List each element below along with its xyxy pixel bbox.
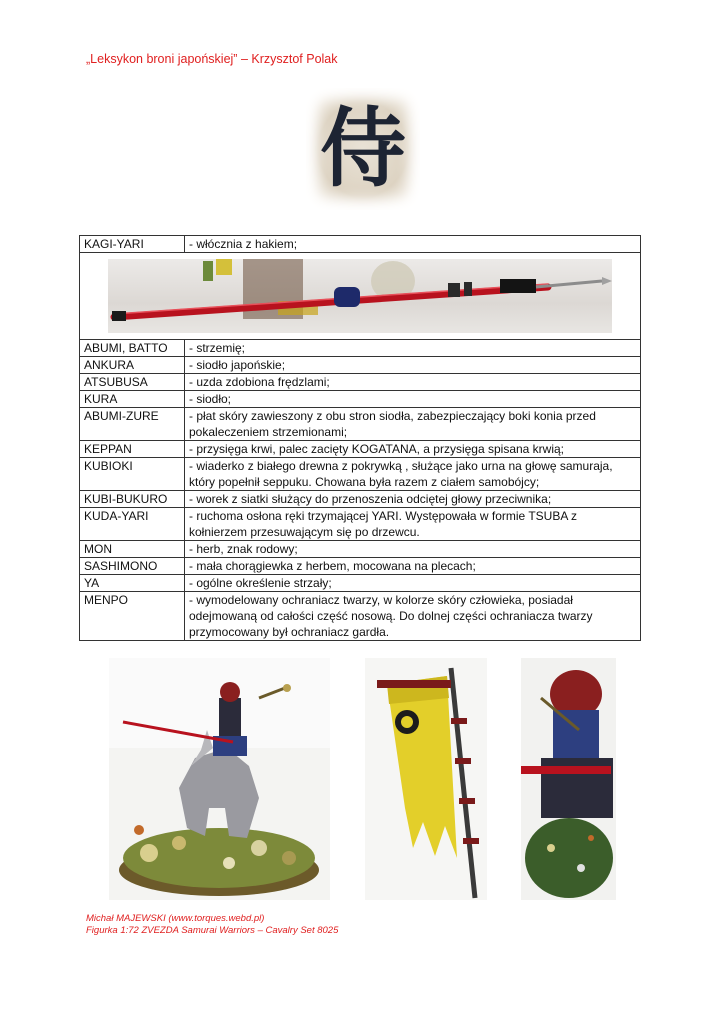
table-row [80, 592, 641, 641]
kanji-image [306, 88, 420, 210]
glossary-table [79, 235, 641, 641]
term-cell: KURA [80, 391, 185, 408]
definition-cell: - płat skóry zawieszony z obu stron siodła, zabezpieczający boki konia przed pokaleczeniem strzemionami; [185, 408, 641, 441]
footer-author: Michał MAJEWSKI (www.torques.webd.pl) [86, 913, 265, 924]
sashimono-banner-photo [365, 658, 487, 900]
table-row [80, 458, 641, 491]
table-row [80, 575, 641, 592]
term-cell: ABUMI, BATTO [80, 340, 185, 357]
definition-cell: - worek z siatki służący do przenoszenia odciętej głowy przeciwnika; [185, 491, 641, 508]
table-row [80, 441, 641, 458]
spear-photo [108, 259, 612, 333]
spear-image-row [80, 253, 641, 340]
term-cell: ABUMI-ZURE [80, 408, 185, 441]
term-cell: ANKURA [80, 357, 185, 374]
term-cell: KEPPAN [80, 441, 185, 458]
definition-cell: - siodło; [185, 391, 641, 408]
cavalry-diorama-photo [109, 658, 330, 900]
table-row [80, 391, 641, 408]
footer-figure-info: Figurka 1:72 ZVEZDA Samurai Warriors – Cavalry Set 8025 [86, 925, 339, 936]
table-row [80, 508, 641, 541]
table-row [80, 408, 641, 441]
table-row [80, 374, 641, 391]
cavalry-diorama-illustration [109, 658, 330, 900]
definition-cell: - ogólne określenie strzały; [185, 575, 641, 592]
term-cell: SASHIMONO [80, 558, 185, 575]
definition-cell: - wiaderko z białego drewna z pokrywką , służące jako urna na głowę samuraja, który popełnił seppuku. Chowana była razem z ciałem samobójcy; [185, 458, 641, 491]
term-cell: MENPO [80, 592, 185, 641]
term-cell: KAGI-YARI [80, 236, 185, 253]
term-cell: MON [80, 541, 185, 558]
table-row [80, 236, 641, 253]
term-cell: KUBI-BUKURO [80, 491, 185, 508]
spear-image-cell [80, 253, 641, 340]
definition-cell: - herb, znak rodowy; [185, 541, 641, 558]
term-cell: ATSUBUSA [80, 374, 185, 391]
definition-cell: - włócznia z hakiem; [185, 236, 641, 253]
document-header: „Leksykon broni japońskiej” – Krzysztof Polak [86, 52, 338, 66]
table-row [80, 357, 641, 374]
table-row [80, 491, 641, 508]
spear-illustration [108, 259, 612, 333]
definition-cell: - strzemię; [185, 340, 641, 357]
definition-cell: - siodło japońskie; [185, 357, 641, 374]
term-cell: KUDA-YARI [80, 508, 185, 541]
table-row [80, 541, 641, 558]
samurai-closeup-illustration [521, 658, 616, 900]
definition-cell: - ruchoma osłona ręki trzymającej YARI. Występowała w formie TSUBA z kołnierzem przesuwającym się po drzewcu. [185, 508, 641, 541]
footer-credits [86, 913, 338, 937]
term-cell: KUBIOKI [80, 458, 185, 491]
table-row [80, 340, 641, 357]
kanji-character: 侍 [320, 99, 406, 199]
table-row [80, 558, 641, 575]
samurai-closeup-photo [521, 658, 616, 900]
term-cell: YA [80, 575, 185, 592]
definition-cell: - mała chorągiewka z herbem, mocowana na plecach; [185, 558, 641, 575]
sashimono-banner-illustration [365, 658, 487, 900]
definition-cell: - uzda zdobiona frędzlami; [185, 374, 641, 391]
definition-cell: - przysięga krwi, palec zacięty KOGATANA, a przysięga spisana krwią; [185, 441, 641, 458]
photo-gallery [0, 658, 725, 900]
definition-cell: - wymodelowany ochraniacz twarzy, w kolorze skóry człowieka, posiadał odejmowaną od całości część nosową. Do dolnej części ochraniacza twarzy przymocowany był ochraniacz gardła. [185, 592, 641, 641]
